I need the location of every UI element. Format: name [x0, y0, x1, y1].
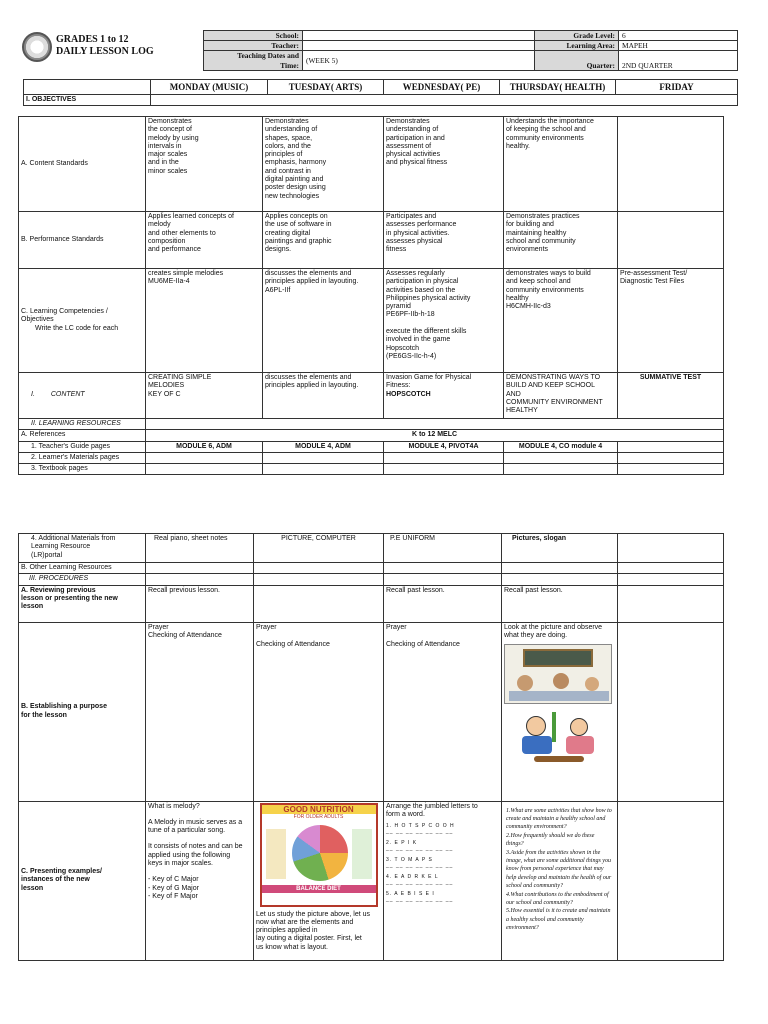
examples-thursday-cell	[502, 801, 618, 960]
tb-fri	[618, 464, 724, 475]
grade-level-label: Grade Level:	[535, 31, 619, 41]
or-thu	[502, 563, 618, 574]
content-wednesday-cell	[384, 373, 504, 419]
additional-materials-wednesday: P.E UNIFORM	[384, 534, 502, 563]
examples-monday-keys: - Key of C Major - Key of G Major - Key of F Major	[148, 876, 199, 900]
deped-seal-logo	[22, 32, 52, 62]
child-figure-3	[585, 677, 599, 691]
learning-resources-label: II. LEARNING RESOURCES	[19, 419, 146, 430]
chalkboard-shape	[523, 649, 593, 667]
content-wednesday-game: HOPSCOTCH	[386, 390, 431, 398]
poster-left-panel	[266, 829, 286, 879]
boy-body-shape	[522, 736, 552, 754]
jumbled-word	[386, 874, 499, 886]
jumbled-letters: 2. E P I K	[386, 840, 418, 847]
examples-tuesday-cell	[254, 801, 384, 960]
plant-stem-shape	[552, 712, 556, 742]
teachers-guide-wednesday: MODULE 4, PIVOT4A	[384, 441, 504, 452]
jumbled-letters: 5. A E B I S E I	[386, 891, 435, 898]
purpose-wednesday-cell	[384, 622, 502, 801]
tb-thu	[504, 464, 618, 475]
purpose-friday	[618, 622, 724, 801]
other-resources-label: B. Other Learning Resources	[19, 563, 146, 574]
answer-blank[interactable]: __ __ __ __ __ __ __	[386, 863, 454, 870]
purpose-wednesday-attendance: Checking of Attendance	[386, 640, 460, 648]
jumbled-word	[386, 840, 499, 852]
dates-label-2: Time:	[204, 61, 303, 71]
teacher-label: Teacher:	[204, 41, 303, 51]
answer-blank[interactable]: __ __ __ __ __ __ __	[386, 880, 454, 887]
procedures-label: III. PROCEDURES	[19, 574, 146, 585]
girl-head-shape	[570, 718, 588, 736]
purpose-tuesday-prayer: Prayer	[256, 623, 277, 631]
form-title-line1: GRADES 1 to 12	[56, 34, 129, 45]
content-label-num: I.	[31, 391, 35, 399]
day-header-table	[23, 79, 738, 106]
learning-resources-row	[146, 419, 724, 430]
or-tue	[254, 563, 384, 574]
textbook-label: 3. Textbook pages	[19, 464, 146, 475]
examples-wednesday-cell	[384, 801, 502, 960]
answer-blank[interactable]: __ __ __ __ __ __ __	[386, 897, 454, 904]
pr-mon	[146, 574, 254, 585]
jumbled-letters: 3. T O M A P S	[386, 857, 433, 864]
food-plate-shape	[292, 825, 348, 881]
performance-standards-wednesday: Participates and assesses performance in physical activities. assesses physical fitness	[384, 212, 504, 269]
lm-thu	[504, 452, 618, 463]
nutrition-poster-image	[260, 803, 378, 907]
learning-area-value[interactable]: MAPEH	[619, 41, 738, 51]
purpose-monday-prayer: Prayer	[148, 623, 169, 631]
or-fri	[618, 563, 724, 574]
tb-tue	[263, 464, 384, 475]
content-standards-thursday: Understands the importance of keeping the school and community environments healthy.	[504, 117, 618, 212]
soil-shape	[534, 756, 584, 762]
jumbled-word	[386, 857, 499, 869]
performance-standards-tuesday: Applies concepts on the use of software in creating digital paintings and graphic designs.	[263, 212, 384, 269]
procedures-table	[18, 533, 724, 961]
dates-label-1: Teaching Dates and	[204, 51, 303, 61]
poster-subtitle: FOR OLDER ADULTS	[293, 813, 344, 820]
classroom-picture	[504, 644, 612, 704]
quarter-value[interactable]: 2ND QUARTER	[619, 61, 738, 71]
content-standards-wednesday: Demonstrates understanding of participation in and assessment of physical activities and physical fitness	[384, 117, 504, 212]
performance-standards-friday	[618, 212, 724, 269]
day-tuesday: TUESDAY( ARTS)	[268, 80, 384, 95]
school-field[interactable]	[303, 31, 535, 41]
additional-materials-friday	[618, 534, 724, 563]
poster-right-panel	[352, 829, 372, 879]
objectives-table	[18, 116, 724, 475]
references-value: K to 12 MELC	[146, 430, 724, 441]
review-tuesday	[254, 585, 384, 622]
pr-fri	[618, 574, 724, 585]
content-standards-monday: Demonstrates the concept of melody by using intervals in major scales and in the minor scales	[146, 117, 263, 212]
teachers-guide-label: 1. Teacher's Guide pages	[19, 441, 146, 452]
boy-head-shape	[526, 716, 546, 736]
teacher-field[interactable]	[303, 41, 535, 51]
jumbled-letters: 4. E A D R K E L	[386, 874, 439, 881]
content-thursday: DEMONSTRATING WAYS TO BUILD AND KEEP SCHOOL AND COMMUNITY ENVIRONMENT HEALTHY	[504, 373, 618, 419]
content-monday: CREATING SIMPLE MELODIES KEY OF C	[146, 373, 263, 419]
form-title-line2: DAILY LESSON LOG	[56, 46, 154, 57]
examples-label: C. Presenting examples/ instances of the new lesson	[19, 801, 146, 960]
examples-monday-notes: It consists of notes and can be applied using the following keys in major scales.	[148, 843, 243, 868]
quarter-label: Quarter:	[535, 61, 619, 71]
day-friday: FRIDAY	[616, 80, 738, 95]
header-table	[203, 30, 738, 71]
thursday-handwritten-questions: 1.What are some activities that show how to create and maintain a healthy school and community environment? 2.How frequently should we do these things? 3.Aside from the activities shown in the image, what are some additional things you know from personal experience that may help develop and maintain the health of our school and community? 4.What contributions to the embodiment of our school and community? 5.How essential is it to create and maintain a healthy school and community environment?	[506, 807, 612, 932]
poster-footer: BALANCE DIET	[262, 885, 376, 893]
content-tuesday: discusses the elements and principles applied in layouting.	[263, 373, 384, 419]
purpose-label: B. Establishing a purpose for the lesson	[19, 622, 146, 801]
purpose-thursday-text: Look at the picture and observe what they are doing.	[504, 623, 603, 639]
jumbled-words-list	[386, 823, 499, 903]
performance-standards-label: B. Performance Standards	[19, 212, 146, 269]
additional-materials-thursday: Pictures, slogan	[502, 534, 618, 563]
pr-wed	[384, 574, 502, 585]
content-friday: SUMMATIVE TEST	[618, 373, 724, 419]
examples-monday-question: What is melody?	[148, 802, 200, 810]
additional-materials-monday: Real piano, sheet notes	[146, 534, 254, 563]
objectives-row	[151, 95, 738, 106]
learners-materials-label: 2. Learner's Materials pages	[19, 452, 146, 463]
content-wednesday: Invasion Game for Physical Fitness:	[386, 374, 472, 390]
girl-body-shape	[566, 736, 594, 754]
content-label-cell	[19, 373, 146, 419]
purpose-thursday-cell	[502, 622, 618, 801]
tb-wed	[384, 464, 504, 475]
purpose-tuesday-cell	[254, 622, 384, 801]
day-header-blank	[24, 80, 151, 95]
school-label: School:	[204, 31, 303, 41]
child-figure-2	[553, 673, 569, 689]
review-friday	[618, 585, 724, 622]
dates-value[interactable]: (WEEK 5)	[303, 51, 535, 71]
examples-tuesday-text: Let us study the picture above, let us now what are the elements and principles applied in lay outing a digital poster. First, let us know what is layout.	[256, 910, 371, 951]
lm-wed	[384, 452, 504, 463]
examples-monday-definition: A Melody in music serves as a tune of a particular song.	[148, 818, 243, 835]
pr-tue	[254, 574, 384, 585]
performance-standards-monday: Applies learned concepts of melody and other elements to composition and performance	[146, 212, 263, 269]
quarter-label-spacer	[535, 51, 619, 61]
examples-friday	[618, 801, 724, 960]
purpose-monday-cell	[146, 622, 254, 801]
teachers-guide-monday: MODULE 6, ADM	[146, 441, 263, 452]
review-wednesday: Recall past lesson.	[384, 585, 502, 622]
performance-standards-thursday: Demonstrates practices for building and maintaining healthy school and community environments	[504, 212, 618, 269]
examples-wednesday-instructions: Arrange the jumbled letters to form a word.	[386, 802, 478, 818]
pr-thu	[502, 574, 618, 585]
content-standards-tuesday: Demonstrates understanding of shapes, space, colors, and the principles of emphasis, harmony and contrast in digital painting and poster design using new technologies	[263, 117, 384, 212]
jumbled-word	[386, 823, 499, 835]
competencies-label: C. Learning Competencies / Objectives	[21, 308, 108, 324]
day-thursday: THURSDAY( HEALTH)	[500, 80, 616, 95]
learning-area-label: Learning Area:	[535, 41, 619, 51]
teachers-guide-thursday: MODULE 4, CO module 4	[504, 441, 618, 452]
competencies-sublabel: Write the LC code for each	[35, 324, 119, 332]
competencies-thursday: demonstrates ways to build and keep school and community environments healthy H6CMH-IIc-d3	[504, 269, 618, 373]
planting-picture	[504, 710, 612, 768]
competencies-wednesday: Assesses regularly participation in physical activities based on the Philippines physical activity pyramid PE6PF-IIb-h-18 execute the different skills involved in the game Hopscotch (PE6GS-IIc-h-4)	[384, 269, 504, 373]
lm-mon	[146, 452, 263, 463]
day-wednesday: WEDNESDAY( PE)	[384, 80, 500, 95]
lm-fri	[618, 452, 724, 463]
purpose-tuesday-attendance: Checking of Attendance	[256, 640, 330, 648]
jumbled-letters: 1. H O T S P C O O H	[386, 823, 455, 830]
additional-materials-label: 4. Additional Materials from Learning Resource (LR)portal	[19, 534, 146, 563]
form-title	[56, 34, 154, 58]
child-figure-1	[517, 675, 533, 691]
purpose-wednesday-prayer: Prayer	[386, 623, 407, 631]
answer-blank[interactable]: __ __ __ __ __ __ __	[386, 846, 454, 853]
content-standards-label: A. Content Standards	[19, 117, 146, 212]
content-label: CONTENT	[50, 391, 85, 399]
or-mon	[146, 563, 254, 574]
content-standards-friday	[618, 117, 724, 212]
competencies-tuesday: discusses the elements and principles applied in layouting. A6PL-IIf	[263, 269, 384, 373]
review-monday: Recall previous lesson.	[146, 585, 254, 622]
examples-monday-cell	[146, 801, 254, 960]
objectives-heading: I. OBJECTIVES	[24, 95, 151, 106]
or-wed	[384, 563, 502, 574]
day-monday: MONDAY (MUSIC)	[151, 80, 268, 95]
review-thursday: Recall past lesson.	[502, 585, 618, 622]
competencies-label-cell	[19, 269, 146, 373]
purpose-monday-attendance: Checking of Attendance	[148, 631, 222, 639]
teachers-guide-friday	[618, 441, 724, 452]
tb-mon	[146, 464, 263, 475]
competencies-friday: Pre-assessment Test/ Diagnostic Test Files	[618, 269, 724, 373]
answer-blank[interactable]: __ __ __ __ __ __ __	[386, 829, 454, 836]
jumbled-word	[386, 891, 499, 903]
teachers-guide-tuesday: MODULE 4, ADM	[263, 441, 384, 452]
grade-level-value[interactable]: 6	[619, 31, 738, 41]
additional-materials-tuesday: PICTURE, COMPUTER	[254, 534, 384, 563]
review-label: A. Reviewing previous lesson or presenting the new lesson	[19, 585, 146, 622]
references-label: A. References	[19, 430, 146, 441]
quarter-value-spacer	[619, 51, 738, 61]
lm-tue	[263, 452, 384, 463]
poster-title: GOOD NUTRITION	[262, 805, 376, 814]
desk-shape	[509, 691, 609, 701]
competencies-monday: creates simple melodies MU6ME-IIa-4	[146, 269, 263, 373]
